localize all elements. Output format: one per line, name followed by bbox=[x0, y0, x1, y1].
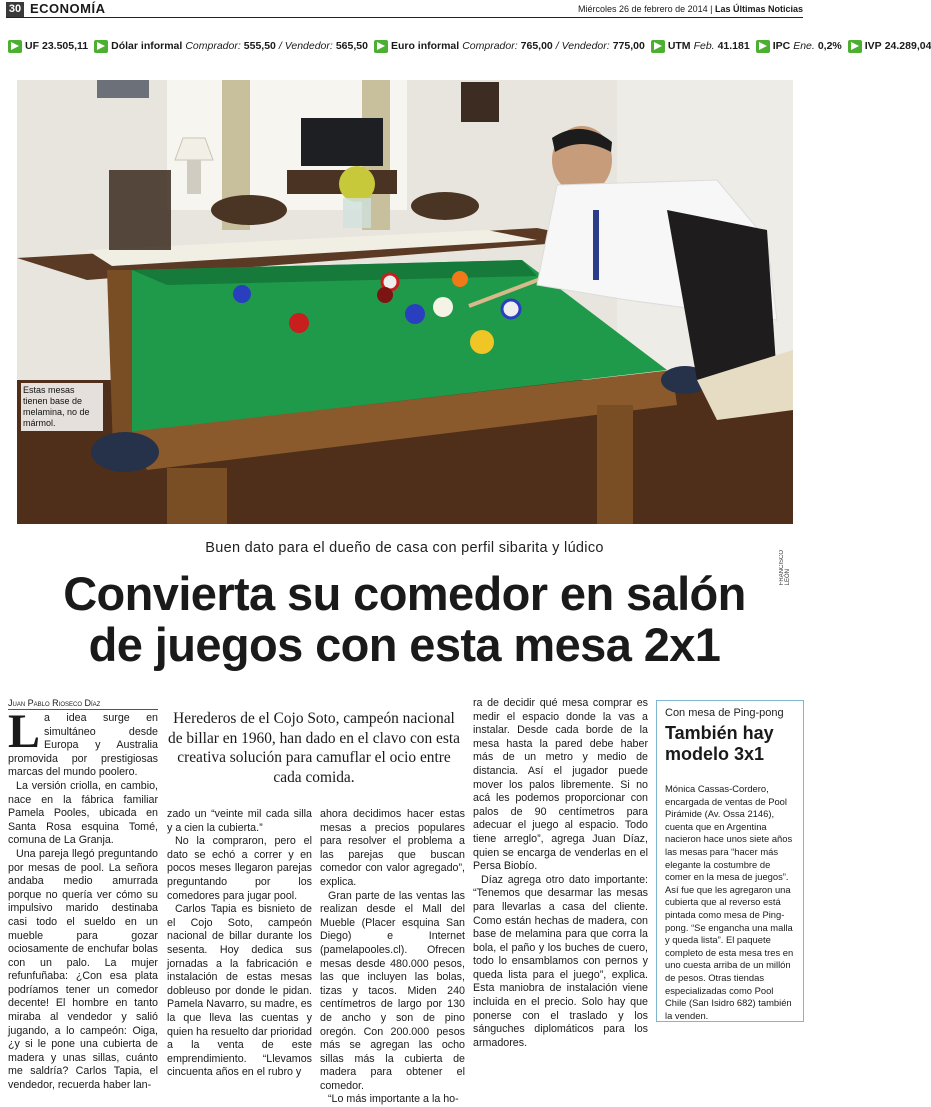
indicator-euro: Euro informal Comprador: 765,00 / Vendedor: 775,00 bbox=[374, 40, 645, 53]
photo-credit: FRANCISCO LEÓN bbox=[779, 550, 791, 586]
indicator-utm: UTM Feb. 41.181 bbox=[651, 40, 750, 53]
arrow-right-icon bbox=[848, 40, 862, 53]
date: Miércoles 26 de febrero de 2014 | bbox=[578, 4, 713, 14]
arrow-right-icon bbox=[374, 40, 388, 53]
arrow-right-icon bbox=[8, 40, 22, 53]
sidebar-text: Mónica Cassas-Cordero, encargada de ventas de Pool Pirámide (Av. Ossa 2146), cuenta que en Argentina nacieron hace unos siete años las mesas para “hacer más elegante la costumbre de comer en la mesa de juegos”. Así fue que les agregaron una cubierta que al reverso está pintada como mesa de Ping-pong. “Se engancha una malla y queda lista”. El paquete completo de esta mesa tres en uno cuesta arriba de un millón de pesos. Otras tiendas especializadas como Pool Chile (San Isidro 682) también la venden. bbox=[665, 783, 794, 1021]
article-column-4: ra de decidir qué mesa comprar es medir el espacio donde la vas a instalar. Desde cada borde de la mesa hasta la pared debe haber más de un metro y medio de distancia. Así el jugador puede mover los palos libremente. Si no acá les podemos proporcionar con palos de 90 centímetros para adecuar el juego al espacio. Todo tiene arreglo”, agrega Juan Díaz, quien se encarga de venderlas en el Persa Biobío. Díaz agrega otro dato importante: “Tenemos que desarmar las mesas para llevarlas a casa del cliente. Como están hechas de madera, con base de melamina para que corra la bola, el paño y los buches de cuero, todo lo ensamblamos con pernos y queda lista para el juego”, explica. Esta maniobra de instalación viene incluida en el precio. Solo hay que ponerse con el traslado y los sánguches diplomáticos para los armadores. bbox=[473, 697, 648, 1049]
indicator-ivp: IVP 24.289,04 bbox=[848, 40, 931, 53]
article-column-1: L a idea surge en simultáneo desde Europa y Australia promovida por prestigiosas marcas del mundo poolero. La versión criolla, en cambio, nace en la fábrica familiar Pamela Pooles, ubicada en Santa Rosa esquina Tomé, comuna de La Granja. Una pareja llegó preguntando por mesas de pool. La señora andaba medio amurrada porque no quería ver cómo su impulsivo marido destinaba casi todo el sueldo en un mueble para gozar ociosamente de enchufar bolas con un palo. La mujer refunfuñaba: ¿Con esa plata podríamos tener un comedor decente! El hombre en tanto miraba al vendedor y salió jugando, a lo campeón: Oiga, ¿y si le pone una cubierta de madera y unas sillas, cuánto me saldría? Carlos Tapia, el vendedor, recuerda haber lan- bbox=[8, 705, 158, 1092]
economic-indicators-bar bbox=[8, 37, 931, 55]
article-headline: Convierta su comedor en salón de juegos con esta mesa 2x1 bbox=[63, 567, 746, 671]
section-title: ECONOMÍA bbox=[30, 1, 106, 16]
page-number: 30 bbox=[6, 2, 24, 17]
article-kicker: Buen dato para el dueño de casa con perfil sibarita y lúdico bbox=[205, 540, 604, 556]
dropcap: L bbox=[8, 705, 41, 758]
sidebar-kicker: Con mesa de Ping-pong bbox=[665, 707, 784, 719]
publication-name: Las Últimas Noticias bbox=[714, 4, 803, 14]
byline: Juan Pablo Rioseco Díaz bbox=[8, 698, 158, 710]
photo-caption: Estas mesas tienen base de melamina, no de mármol. bbox=[21, 383, 103, 431]
pool-table-photo bbox=[17, 80, 793, 524]
article-column-3: ahora decidimos hacer estas mesas a precios populares para resolver el problema a las parejas que buscan comedor con valor agregado”, explica. Gran parte de las ventas las realizan desde el Mall del Mueble (Placer esquina San Diego) e Internet (pamelapooles.cl). Ofrecen mesas desde 480.000 pesos, las que incluyen las bolas, tizas y tacos. Miden 240 centímetros de largo por 130 de ancho y son de pino oregón. Con 200.000 pesos más se agregan las ocho sillas más la cubierta de madera para obtener el comedor. “Lo más importante a la ho- bbox=[320, 808, 465, 1106]
sidebar-box bbox=[656, 700, 804, 1022]
arrow-right-icon bbox=[651, 40, 665, 53]
sidebar-title: También hay modelo 3x1 bbox=[665, 723, 774, 764]
indicator-uf: UF 23.505,11 bbox=[8, 40, 88, 53]
dateline bbox=[578, 4, 803, 14]
indicator-dolar: Dólar informal Comprador: 555,50 / Vendedor: 565,50 bbox=[94, 40, 368, 53]
article-column-2: zado un “veinte mil cada silla y a cien la cubierta.” No la compraron, pero el dato se echó a correr y en pocos meses llegaron parejas preguntando por los comedores para jugar pool. Carlos Tapia es bisnieto de el Cojo Soto, campeón nacional de billar durante los sesenta. Hoy dedica sus jornadas a la fabricación e instalación de estas mesas dobleuso por donde le pidan. Pamela Navarro, su madre, es la que lleva las cuentas y quien ha resuelto dar prioridad a la venta de este emprendimiento. “Llevamos cincuenta años en el rubro y bbox=[167, 808, 312, 1079]
article-lead: Herederos de el Cojo Soto, campeón nacional de billar en 1960, han dado en el clavo con esta creativa solución para camuflar el ocio entre cada comida. bbox=[168, 710, 460, 786]
arrow-right-icon bbox=[756, 40, 770, 53]
arrow-right-icon bbox=[94, 40, 108, 53]
page-header bbox=[6, 2, 803, 18]
indicator-ipc: IPC Ene. 0,2% bbox=[756, 40, 842, 53]
